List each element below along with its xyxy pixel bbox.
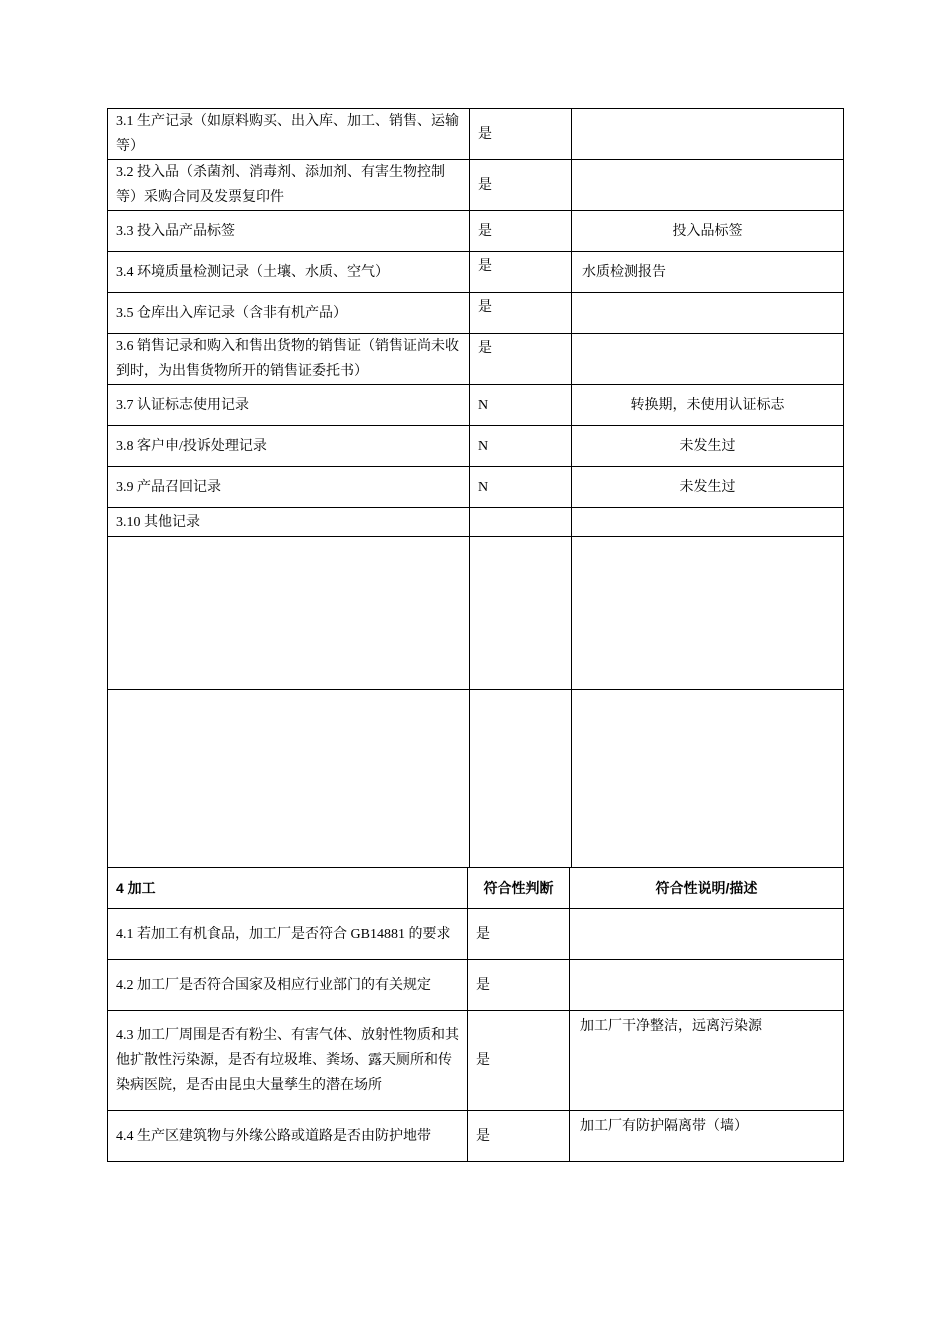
column-header-description: 符合性说明/描述	[570, 868, 844, 909]
blank-cell	[470, 537, 572, 690]
judgment-cell: 是	[468, 909, 570, 960]
description-cell	[572, 109, 844, 160]
judgment-cell: 是	[468, 960, 570, 1011]
section-header-row	[108, 868, 844, 909]
description-cell	[572, 160, 844, 211]
table-row	[108, 160, 844, 211]
item-cell: 3.5 仓库出入库记录（含非有机产品）	[108, 293, 470, 334]
item-cell: 3.8 客户申/投诉处理记录	[108, 426, 470, 467]
blank-cell	[572, 690, 844, 868]
judgment-cell: 是	[470, 211, 572, 252]
records-table	[107, 108, 844, 868]
table-row	[108, 252, 844, 293]
table-row	[108, 385, 844, 426]
table-row	[108, 426, 844, 467]
description-cell: 未发生过	[572, 467, 844, 508]
description-cell: 转换期，未使用认证标志	[572, 385, 844, 426]
table-row	[108, 109, 844, 160]
judgment-cell: 是	[468, 1011, 570, 1111]
item-cell: 4.1 若加工有机食品，加工厂是否符合 GB14881 的要求	[108, 909, 468, 960]
item-cell: 3.2 投入品（杀菌剂、消毒剂、添加剂、有害生物控制等）采购合同及发票复印件	[108, 160, 470, 211]
item-cell: 3.10 其他记录	[108, 508, 470, 537]
item-cell: 4.2 加工厂是否符合国家及相应行业部门的有关规定	[108, 960, 468, 1011]
item-cell: 3.6 销售记录和购入和售出货物的销售证（销售证尚未收到时，为出售货物所开的销售证委托书）	[108, 334, 470, 385]
description-cell	[572, 293, 844, 334]
description-cell	[572, 508, 844, 537]
item-cell: 3.1 生产记录（如原料购买、出入库、加工、销售、运输等）	[108, 109, 470, 160]
table-row	[108, 1011, 844, 1111]
judgment-cell: N	[470, 426, 572, 467]
judgment-cell: N	[470, 467, 572, 508]
processing-table	[107, 867, 844, 1162]
judgment-cell: 是	[470, 109, 572, 160]
section-title: 4 加工	[108, 868, 468, 909]
table-row	[108, 960, 844, 1011]
blank-cell	[108, 537, 470, 690]
table-row	[108, 467, 844, 508]
table-row	[108, 508, 844, 537]
description-cell: 水质检测报告	[572, 252, 844, 293]
description-cell: 加工厂干净整洁，远离污染源	[570, 1011, 844, 1111]
blank-cell	[572, 537, 844, 690]
judgment-cell: N	[470, 385, 572, 426]
item-cell: 4.3 加工厂周围是否有粉尘、有害气体、放射性物质和其他扩散性污染源，是否有垃圾堆、粪场、露天厕所和传染病医院，是否由昆虫大量孳生的潜在场所	[108, 1011, 468, 1111]
judgment-cell: 是	[470, 160, 572, 211]
blank-row	[108, 537, 844, 690]
description-cell: 投入品标签	[572, 211, 844, 252]
item-cell: 3.7 认证标志使用记录	[108, 385, 470, 426]
item-cell: 4.4 生产区建筑物与外缘公路或道路是否由防护地带	[108, 1111, 468, 1162]
judgment-cell: 是	[470, 334, 572, 385]
judgment-cell: 是	[470, 252, 572, 293]
description-cell: 未发生过	[572, 426, 844, 467]
description-cell	[572, 334, 844, 385]
column-header-judgment: 符合性判断	[468, 868, 570, 909]
table-row	[108, 909, 844, 960]
table-row	[108, 1111, 844, 1162]
description-cell: 加工厂有防护隔离带（墙）	[570, 1111, 844, 1162]
item-cell: 3.4 环境质量检测记录（土壤、水质、空气）	[108, 252, 470, 293]
blank-cell	[108, 690, 470, 868]
item-cell: 3.3 投入品产品标签	[108, 211, 470, 252]
table-row	[108, 334, 844, 385]
blank-cell	[470, 690, 572, 868]
description-cell	[570, 909, 844, 960]
blank-row	[108, 690, 844, 868]
judgment-cell: 是	[470, 293, 572, 334]
item-cell: 3.9 产品召回记录	[108, 467, 470, 508]
judgment-cell	[470, 508, 572, 537]
description-cell	[570, 960, 844, 1011]
table-row	[108, 211, 844, 252]
judgment-cell: 是	[468, 1111, 570, 1162]
table-row	[108, 293, 844, 334]
